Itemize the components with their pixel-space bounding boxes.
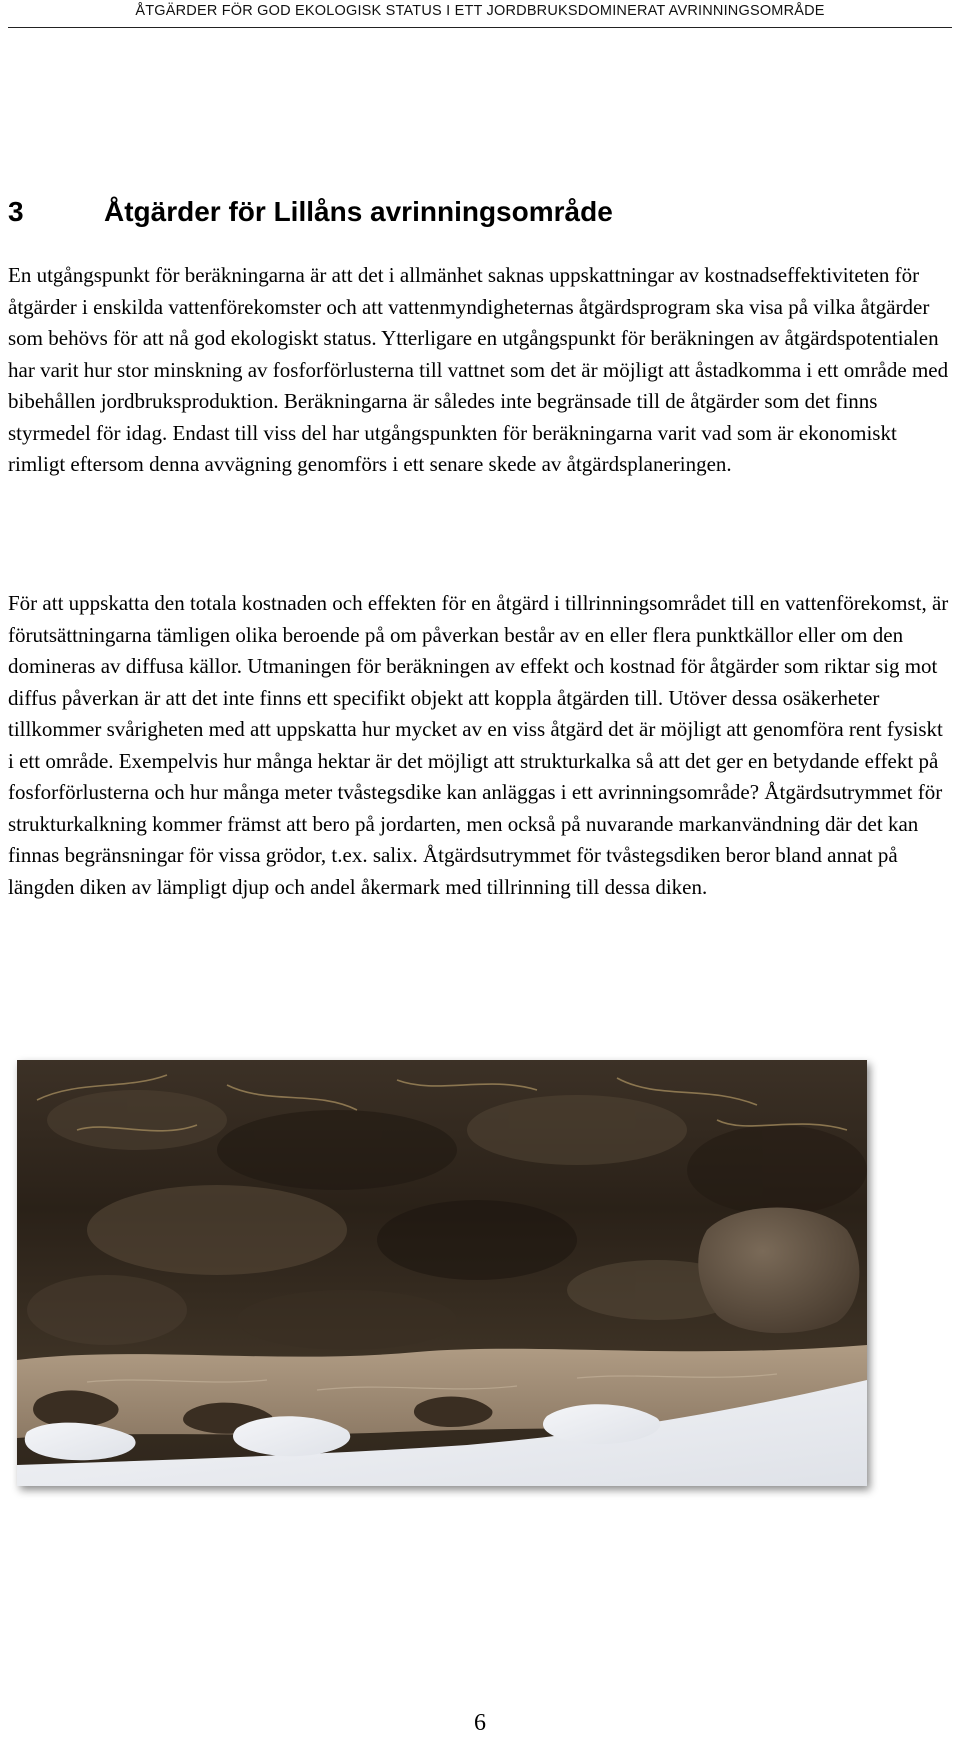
running-header: ÅTGÄRDER FÖR GOD EKOLOGISK STATUS I ETT JORDBRUKSDOMINERAT AVRINNINGSOMRÅDE	[135, 3, 825, 19]
clod-right	[698, 1208, 859, 1334]
paragraph-2: För att uppskatta den totala kostnaden och effekten för en åtgärd i tillrinningsområdet till en vattenförekomst, är förutsättningarna tämligen olika beroende på om påverkan består av en eller flera punktkällor eller om den domineras av diffusa källor. Utmaningen för beräkningen av effekt och kostnad för åtgärder som riktar sig mot diffus påverkan är att det inte finns ett specifikt objekt att koppla åtgärden till. Utöver dessa osäkerheter tillkommer svårigheten med att uppskatta hur mycket av en viss åtgärd det är möjligt att genomföra rent fysiskt i ett område. Exempelvis hur många hektar är det möjligt att strukturkalka så att det ger en betydande effekt på fosforförlusterna och hur många meter tvåstegsdike kan anläggas i ett avrinningsområde? Åtgärdsutrymmet för strukturkalkning kommer främst att bero på jordarten, men också på nuvarande markanvändning där det kan finnas begränsningar för vissa grödor, t.ex. salix. Åtgärdsutrymmet för tvåstegsdiken beror bland annat på längden diken av lämpligt djup och andel åkermark med tillrinning till dessa diken.	[8, 591, 949, 899]
header-divider	[8, 27, 952, 28]
chapter-heading	[8, 195, 952, 229]
photo-illustration	[17, 1060, 867, 1486]
chapter-number: 3	[8, 196, 24, 227]
page-number: 6	[474, 1710, 486, 1736]
chapter-title: Åtgärder för Lillåns avrinningsområde	[104, 196, 613, 227]
soil-ditch-photo	[17, 1060, 867, 1486]
paragraph-1: En utgångspunkt för beräkningarna är att det i allmänhet saknas uppskattningar av kostnadseffektiviteten för åtgärder i enskilda vattenförekomster och att vattenmyndigheternas åtgärdsprogram ska visa på vilka åtgärder som behövs för att nå god ekologiskt status. Ytterligare en utgångspunkt för beräkningen av åtgärdspotentialen har varit hur stor minskning av fosforförlusterna till vattnet som det är möjligt att åstadkomma i ett område med bibehållen jordbruksproduktion. Beräkningarna är således inte begränsade till de åtgärder som det finns styrmedel för idag. Endast till viss del har utgångspunkten för beräkningarna varit vad som är ekonomiskt rimligt eftersom denna avvägning genomförs i ett senare skede av åtgärdsplaneringen.	[8, 263, 949, 476]
